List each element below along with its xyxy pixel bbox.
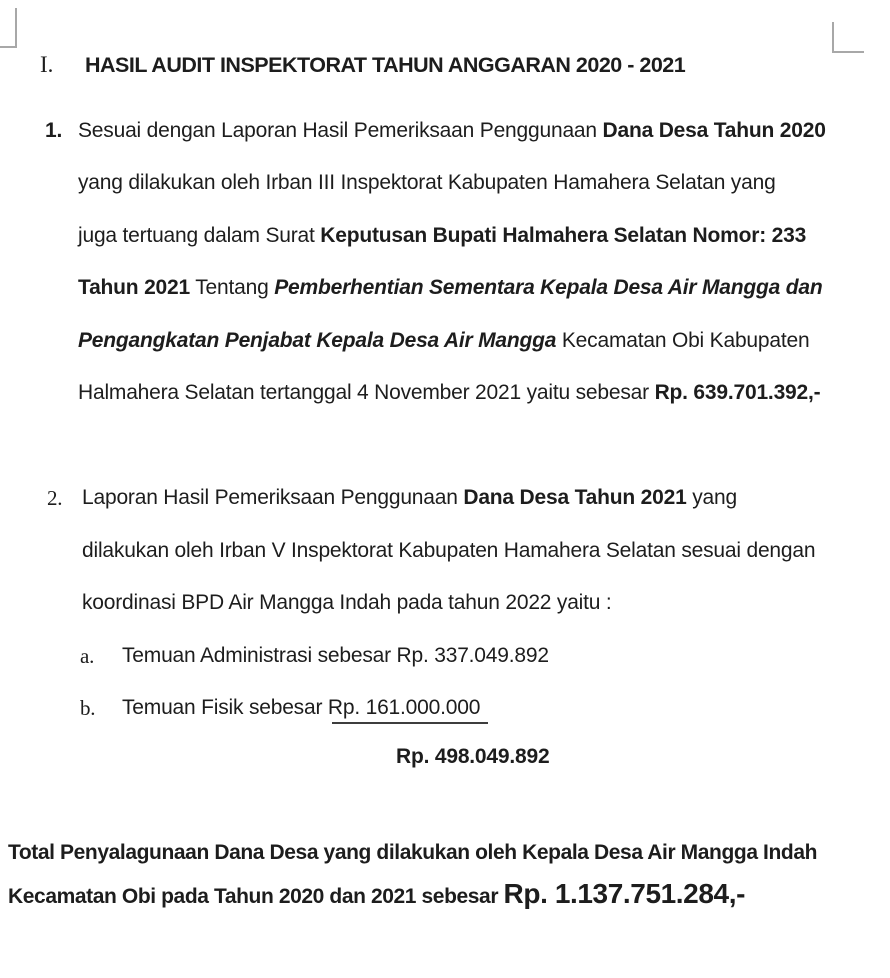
text-run: Pemberhentian Sementara Kepala Desa Air Mangga dan — [274, 276, 823, 299]
text-run: Sesuai dengan Laporan Hasil Pemeriksaan Penggunaan — [78, 119, 603, 142]
text-run: koordinasi BPD Air Mangga Indah pada tahun 2022 yaitu : — [82, 591, 612, 614]
item-2-line-3 — [82, 590, 612, 616]
section-heading: HASIL AUDIT INSPEKTORAT TAHUN ANGGARAN 2020 - 2021 — [85, 53, 686, 77]
item-1-marker: 1. — [45, 119, 63, 142]
item-1-line-6 — [78, 380, 820, 406]
footer-total-line-2-prefix: Kecamatan Obi pada Tahun 2020 dan 2021 sebesar — [8, 885, 504, 908]
item-1-line-1 — [78, 118, 826, 144]
text-run: Laporan Hasil Pemeriksaan Penggunaan — [82, 486, 464, 509]
text-run: Tahun 2021 — [78, 276, 190, 299]
heading-numeral: I. — [40, 52, 54, 77]
sub-item-b-marker: b. — [80, 696, 96, 720]
text-run: yang — [686, 486, 737, 509]
text-run: Pengangkatan Penjabat Kepala Desa Air Mangga — [78, 329, 562, 352]
text-run: Tentang — [189, 276, 275, 299]
sub-item-b-text: Temuan Fisik sebesar Rp. 161.000.000 — [122, 696, 481, 719]
text-run: Dana Desa Tahun 2020 — [602, 119, 826, 142]
total-amount: Rp. 1.137.751.284,- — [503, 878, 745, 909]
text-run: yang dilakukan oleh Irban III Inspektorat Kabupaten Hamahera Selatan yang — [78, 171, 776, 194]
subtotal-amount: Rp. 498.049.892 — [396, 745, 550, 768]
sum-rule — [332, 722, 488, 724]
item-1-line-5 — [78, 328, 809, 354]
footer-total-line-2 — [8, 877, 745, 914]
text-run: Halmahera Selatan tertanggal 4 November 2021 yaitu sebesar — [78, 381, 655, 404]
crop-mark-top-right — [832, 22, 864, 53]
text-run: dilakukan oleh Irban V Inspektorat Kabupaten Hamahera Selatan sesuai dengan — [82, 539, 816, 562]
text-run: Rp. 639.701.392,- — [654, 381, 821, 404]
text-run: Keputusan Bupati Halmahera Selatan Nomor: 233 — [320, 224, 807, 247]
text-run: juga tertuang dalam Surat — [78, 224, 321, 247]
item-1-line-3 — [78, 223, 806, 249]
text-run: Dana Desa Tahun 2021 — [463, 486, 687, 509]
item-2-line-1 — [82, 485, 737, 511]
footer-total-line-1: Total Penyalagunaan Dana Desa yang dilakukan oleh Kepala Desa Air Mangga Indah — [8, 841, 818, 864]
item-1-line-2 — [78, 170, 776, 196]
sub-item-a-marker: a. — [80, 644, 95, 668]
sub-item-a-text: Temuan Administrasi sebesar Rp. 337.049.892 — [122, 644, 549, 667]
item-2-line-2 — [82, 538, 815, 564]
crop-mark-top-left — [0, 8, 17, 48]
item-2-marker: 2. — [47, 486, 63, 510]
text-run: Kecamatan Obi Kabupaten — [561, 329, 810, 352]
item-1-line-4 — [78, 275, 822, 301]
